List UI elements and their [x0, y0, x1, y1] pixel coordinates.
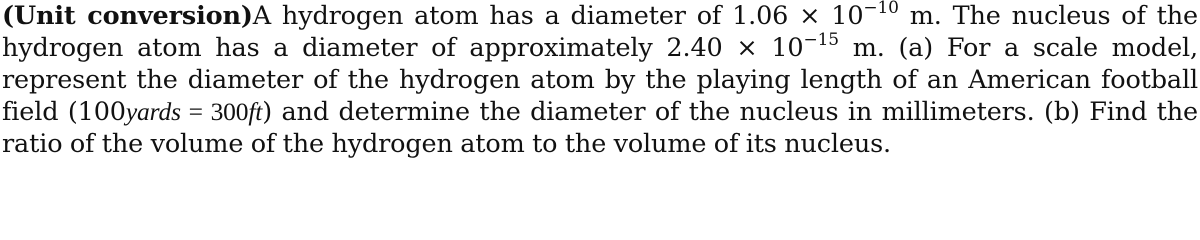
- equals-sign: =: [180, 97, 211, 126]
- problem-text-4: ) and determine the diameter of the nucleus in millimeters. (b) Find the ratio of the volume of the hydrogen atom to the volume of its nucleus.: [2, 97, 1198, 159]
- exponent-nucleus-diameter: −15: [803, 29, 839, 50]
- problem-text-2: m. The nucleus of the hydrogen atom has a diameter of approximately 2.40 × 10: [2, 1, 1198, 63]
- problem-text-3: m. (a) For a scale model, represent the diameter of the hydrogen atom by the playing length of an American football field (100: [2, 33, 1198, 127]
- exponent-atom-diameter: −10: [863, 0, 899, 18]
- unit-yards: yards: [125, 97, 181, 126]
- problem-text-1: A hydrogen atom has a diameter of 1.06 × 10: [252, 1, 864, 31]
- unit-ft: ft: [248, 97, 263, 126]
- value-300: 300: [210, 97, 249, 126]
- problem-topic: (Unit conversion): [2, 1, 253, 31]
